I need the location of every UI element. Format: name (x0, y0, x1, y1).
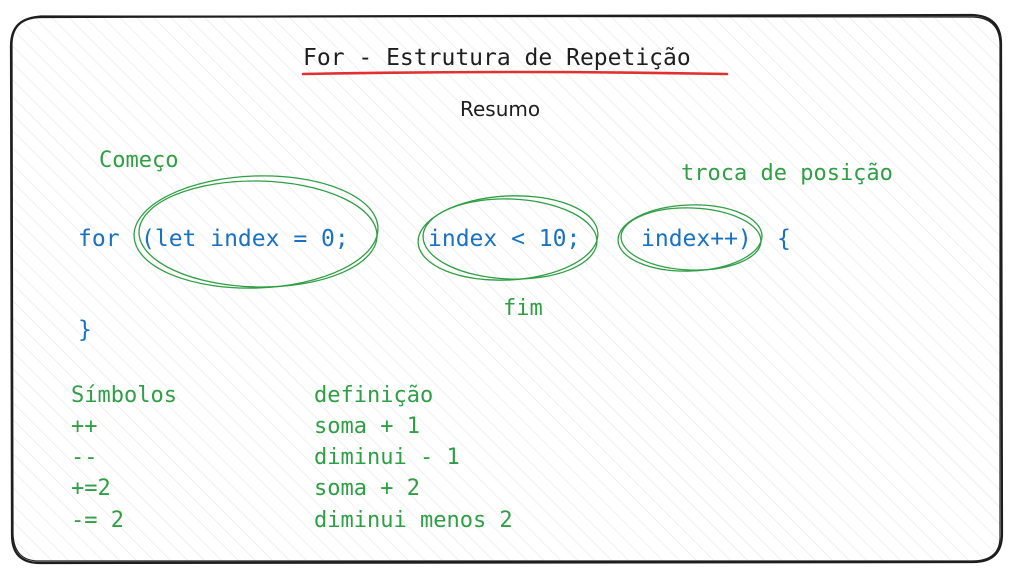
page-title: For - Estrutura de Repetição (303, 45, 691, 71)
table-row-definition: soma + 2 (314, 476, 420, 501)
table-row-definition: diminui - 1 (314, 445, 460, 470)
table-row-definition: soma + 1 (314, 414, 420, 439)
table-row-symbol: -- (71, 445, 98, 470)
annotation-step: troca de posição (681, 161, 893, 186)
table-row-definition: diminui menos 2 (314, 508, 513, 533)
code-increment: index++) (641, 226, 752, 252)
code-open-brace: { (777, 226, 791, 252)
table-header-symbols: Símbolos (71, 383, 177, 408)
table-row-symbol: ++ (71, 414, 98, 439)
table-header-definition: definição (314, 383, 434, 408)
code-condition: index < 10; (428, 226, 581, 252)
annotation-start: Começo (99, 148, 179, 173)
code-close-brace: } (78, 317, 92, 343)
table-row-symbol: -= 2 (71, 508, 124, 533)
annotation-end: fim (503, 296, 543, 321)
code-init: (let index = 0; (141, 226, 349, 252)
table-row-symbol: +=2 (71, 476, 111, 501)
code-for-keyword: for (78, 226, 120, 252)
subtitle: Resumo (460, 97, 541, 121)
